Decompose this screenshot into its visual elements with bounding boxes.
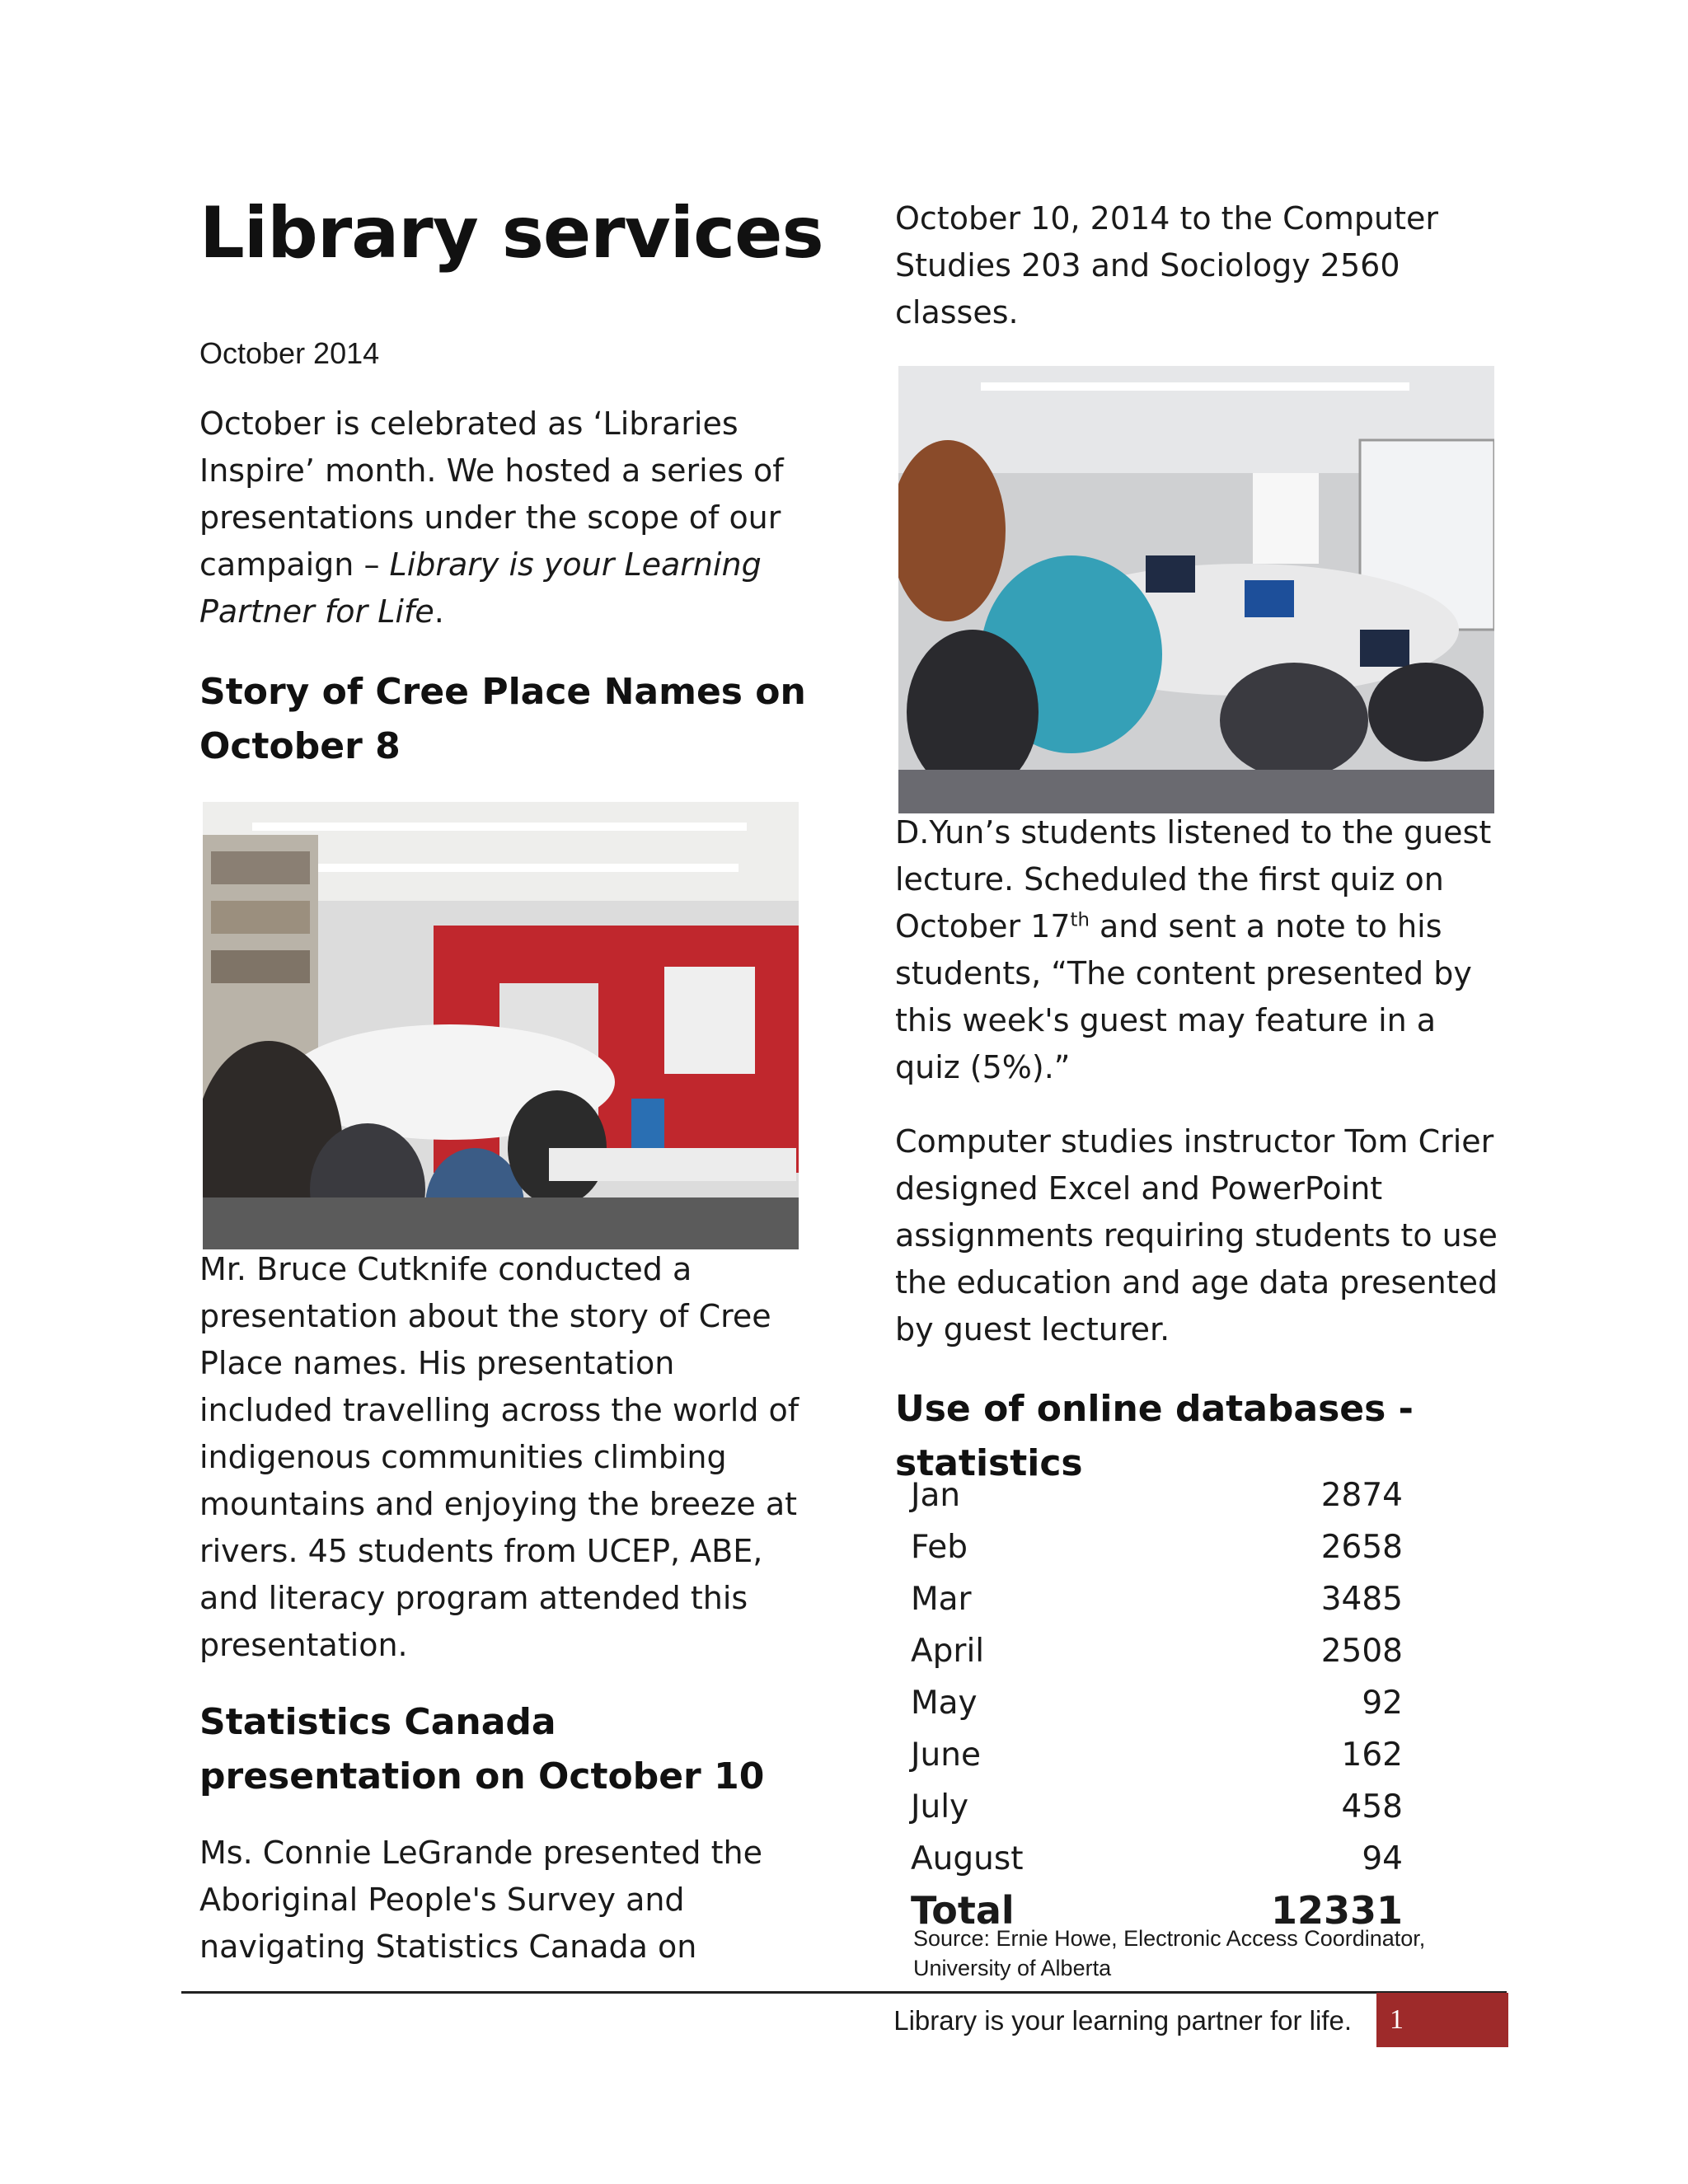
yun-paragraph <box>895 809 1505 1091</box>
stats-value: 2874 <box>1320 1477 1403 1514</box>
stats-row <box>911 1833 1403 1885</box>
cree-caption: Mr. Bruce Cutknife conducted a presentation about the story of Cree Place names. His presentation included travelling across the world of indigenous communities climbing mountains and enjoying the breeze at rivers. 45 students from UCEP, ABE, and literacy program attended this presentation. <box>199 1251 799 1663</box>
stats-row <box>911 1521 1403 1573</box>
stats-value: 458 <box>1341 1788 1403 1825</box>
page-number: 1 <box>1376 1993 1508 2047</box>
intro-end: . <box>434 593 444 630</box>
yun-superscript: th <box>1070 909 1090 931</box>
total-label: Total <box>911 1888 1015 1933</box>
stats-month: April <box>911 1633 985 1670</box>
campaign-name: Library is your Learning Partner for Life <box>199 546 762 630</box>
stats-row <box>911 1625 1403 1677</box>
stats-value: 92 <box>1362 1685 1403 1722</box>
stats-month: Jan <box>911 1477 961 1514</box>
stats-row <box>911 1677 1403 1729</box>
stats-value: 94 <box>1362 1840 1403 1877</box>
yun-text-end: and sent a note to his students, “The content presented by this week's guest may feature in a quiz (5%).” <box>895 908 1472 1085</box>
stats-month: Mar <box>911 1581 972 1618</box>
yun-text: D.Yun’s students listened to the guest lecture. Scheduled the first quiz on October 17 <box>895 814 1492 944</box>
stats-month: May <box>911 1685 978 1722</box>
cree-presentation-photo <box>203 802 799 1249</box>
cree-heading: Story of Cree Place Names on October 8 <box>199 671 806 767</box>
database-stats-table <box>911 1469 1403 1936</box>
stats-row <box>911 1781 1403 1833</box>
page-title: Library services <box>199 192 823 274</box>
source-note: Source: Ernie Howe, Electronic Access Coordinator, University of Alberta <box>913 1926 1426 1980</box>
footer-tagline: Library is your learning partner for life. <box>893 2005 1352 2036</box>
stats-month: June <box>911 1736 981 1774</box>
stats-month: Feb <box>911 1529 968 1566</box>
intro-paragraph <box>199 401 809 635</box>
databases-heading: Use of online databases - statistics <box>895 1388 1414 1484</box>
crier-paragraph: Computer studies instructor Tom Crier designed Excel and PowerPoint assignments requiring students to use the education and age data presented by guest lecturer. <box>895 1123 1498 1347</box>
computer-lab-photo <box>898 366 1494 813</box>
stats-value: 2658 <box>1320 1529 1403 1566</box>
statcan-heading: Statistics Canada presentation on October 10 <box>199 1701 765 1797</box>
statcan-paragraph: Ms. Connie LeGrande presented the Aboriginal People's Survey and navigating Statistics Canada on <box>199 1835 762 1965</box>
stats-value: 3485 <box>1320 1581 1403 1618</box>
stats-month: August <box>911 1840 1024 1877</box>
total-value: 12331 <box>1270 1888 1403 1933</box>
statcan-paragraph-continued: October 10, 2014 to the Computer Studies 203 and Sociology 2560 classes. <box>895 200 1439 330</box>
issue-date: October 2014 <box>199 336 380 370</box>
stats-row <box>911 1573 1403 1625</box>
stats-value: 162 <box>1341 1736 1403 1774</box>
stats-value: 2508 <box>1320 1633 1403 1670</box>
stats-row <box>911 1469 1403 1521</box>
intro-text: October is celebrated as ‘Libraries Inspire’ month. We hosted a series of presentations under the scope of our campaign – <box>199 405 784 583</box>
footer-rule <box>181 1991 1507 1994</box>
stats-month: July <box>911 1788 969 1825</box>
stats-row <box>911 1729 1403 1781</box>
